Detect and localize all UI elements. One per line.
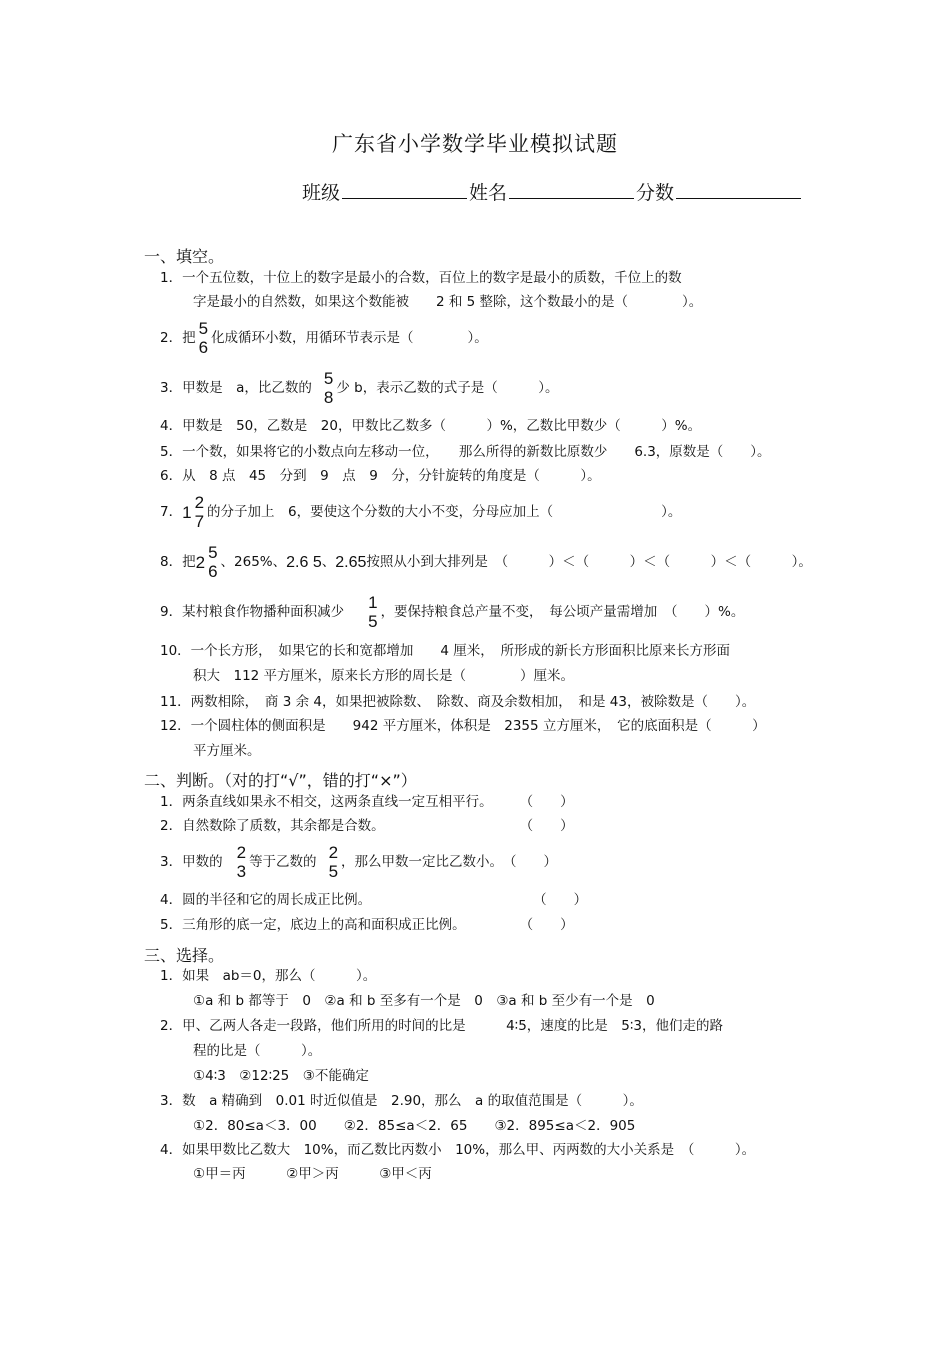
s1-q5-text: 5．一个数，如果将它的小数点向左移动一位， 那么所得的新数比原数少 6.3，原数是（ ）。 [160, 444, 771, 460]
s1-q4-text: 4．甲数是 50，乙数是 20，甲数比乙数多（ ）%，乙数比甲数少（ ）%。 [160, 418, 702, 434]
s3-q2-text-a: 2．甲、乙两人各走一段路，他们所用的时间的比是 4∶5，速度的比是 5∶3，他们走的路 [160, 1018, 723, 1034]
numerator: 2 [194, 493, 205, 512]
numerator: 5 [198, 319, 209, 338]
fraction [324, 370, 333, 407]
s1-q11 [160, 696, 755, 710]
s3-q2-options [193, 1070, 369, 1084]
s3-q1-text-a: 1．如果 ab＝0，那么（ ）。 [160, 968, 377, 984]
denominator: 5 [368, 611, 378, 631]
s1-q7-post: 的分子加上 6，要使这个分数的大小不变，分母应加上（ ）。 [207, 503, 682, 520]
s1-q9-post: ，要保持粮食总产量不变， 每公顷产量需增加 （ ）%。 [380, 603, 745, 620]
s2-q4 [160, 894, 587, 908]
s3-q3-text-b: ①2．80≤a＜3．00 ②2．85≤a＜2．65 ③2．895≤a＜2．905 [193, 1118, 636, 1134]
s1-q4 [160, 420, 701, 434]
s2-q3-mid: 等于乙数的 [249, 853, 317, 870]
s2-q2 [160, 820, 574, 834]
fraction [329, 844, 338, 881]
s1-q9 [160, 594, 744, 631]
s3-q4-text-b: ①甲＝丙 ②甲＞丙 ③甲＜丙 [193, 1166, 432, 1182]
fraction [195, 494, 204, 531]
s2-q1-text: 1．两条直线如果永不相交，这两条直线一定互相平行。 （ ） [160, 794, 574, 810]
s1-q9-pre: 9．某村粮食作物播种面积减少 [160, 603, 345, 620]
s3-q1-line1 [160, 970, 376, 984]
class-blank [342, 180, 467, 199]
section-2-heading: 二、判断。（对的打“√”，错的打“×”） [144, 771, 417, 790]
numerator: 5 [323, 369, 334, 388]
s1-q12-line2 [193, 745, 261, 759]
page-title: 广东省小学数学毕业模拟试题 [332, 132, 618, 156]
score-label: 分数 [636, 182, 675, 204]
s1-q10-line1 [160, 645, 730, 659]
s1-q12-text-b: 平方厘米。 [193, 743, 261, 759]
numerator: 5 [208, 543, 218, 562]
s2-q3 [160, 844, 557, 881]
denominator: 5 [328, 861, 339, 881]
s3-q3-options [193, 1120, 635, 1134]
s1-q7 [160, 494, 681, 531]
numerator: 1 [368, 593, 378, 612]
s2-q3-post: ，那么甲数一定比乙数小。 （ ） [341, 853, 558, 870]
denominator: 6 [208, 561, 218, 581]
s1-q1-line2 [193, 296, 702, 310]
s1-q6-text: 6．从 8 点 45 分到 9 点 9 分，分针旋转的角度是（ ）。 [160, 468, 601, 484]
s1-q12-text-a: 12．一个圆柱体的侧面积是 942 平方厘米，体积是 2355 立方厘米， 它的底面积是（ ） [160, 718, 766, 734]
s2-q4-text: 4．圆的半径和它的周长成正比例。 （ ） [160, 892, 588, 908]
s1-q2-post: 化成循环小数，用循环节表示是（ ）。 [211, 329, 488, 346]
section-1-heading: 一、填空。 [144, 247, 225, 266]
fraction [237, 844, 246, 881]
s2-q2-text: 2．自然数除了质数，其余都是合数。 （ ） [160, 818, 574, 834]
s1-q8-post: 按照从小到大排列是 （ ）＜（ ）＜（ ）＜（ ）。 [366, 553, 812, 570]
numerator: 2 [236, 843, 247, 862]
s1-q1-text-a: 1．一个五位数，十位上的数字是最小的合数，百位上的数字是最小的质数，千位上的数 [160, 270, 682, 286]
mixed-number [182, 494, 207, 531]
denominator: 3 [236, 861, 247, 881]
name-label: 姓名 [469, 182, 508, 204]
student-info-line [302, 178, 803, 205]
s1-q10-text-a: 10．一个长方形， 如果它的长和宽都增加 4 厘米， 所形成的新长方形面积比原来长方形面 [160, 643, 731, 659]
s1-q8-value-2: 2.65 [335, 553, 367, 571]
s3-q2-text-c: ①4∶3 ②12∶25 ③不能确定 [193, 1068, 369, 1084]
s3-q3-text-a: 3．数 a 精确到 0.01 时近似值是 2.90，那么 a 的取值范围是（ ）。 [160, 1093, 643, 1109]
fraction [199, 320, 208, 357]
s1-q8 [160, 544, 812, 581]
s1-q8-pre: 8．把 [160, 553, 196, 570]
mixed-number [196, 544, 221, 581]
s3-q4-options [193, 1168, 432, 1182]
s1-q3 [160, 370, 558, 407]
s1-q3-pre: 3．甲数是 a，比乙数的 [160, 379, 312, 396]
numerator: 2 [328, 843, 339, 862]
s1-q10-line2 [193, 670, 574, 684]
score-blank [676, 180, 801, 199]
s2-q3-pre: 3．甲数的 [160, 853, 223, 870]
s1-q7-pre: 7． [160, 503, 183, 520]
s1-q8-mid: 、265%、 [220, 553, 287, 570]
s1-q3-post: 少 b，表示乙数的式子是（ ）。 [336, 379, 559, 396]
s3-q1-text-b: ①a 和 b 都等于 0 ②a 和 b 至多有一个是 0 ③a 和 b 至少有一个是 0 [193, 993, 655, 1009]
s1-q10-text-b: 积大 112 平方厘米，原来长方形的周长是（ ）厘米。 [193, 668, 575, 684]
s1-q11-text: 11．两数相除， 商 3 余 4，如果把被除数、 除数、商及余数相加， 和是 43，被除数是（ ）。 [160, 694, 756, 710]
s1-q2-pre: 2．把 [160, 329, 196, 346]
s1-q2 [160, 320, 488, 357]
fraction [368, 594, 377, 631]
s2-q5-text: 5．三角形的底一定，底边上的高和面积成正比例。 （ ） [160, 917, 574, 933]
s1-q1-text-b: 字是最小的自然数，如果这个数能被 2 和 5 整除，这个数最小的是（ ）。 [193, 294, 703, 310]
s3-q1-options [193, 995, 655, 1009]
denominator: 8 [323, 387, 334, 407]
name-blank [509, 180, 634, 199]
s1-q8-sep: 、 [321, 553, 336, 570]
denominator: 7 [194, 511, 205, 531]
s3-q2-line1 [160, 1020, 723, 1034]
s3-q2-line2 [193, 1045, 321, 1059]
s1-q5 [160, 446, 771, 460]
s1-q8-value-1: 2.6 5 [286, 553, 322, 571]
s3-q4-line1 [160, 1144, 755, 1158]
whole-part: 2 [195, 553, 206, 573]
s3-q2-text-b: 程的比是（ ）。 [193, 1043, 322, 1059]
fraction [208, 544, 217, 581]
s3-q4-text-a: 4．如果甲数比乙数大 10%，而乙数比丙数小 10%，那么甲、丙两数的大小关系是 （ ）。 [160, 1142, 756, 1158]
s2-q5 [160, 919, 574, 933]
s1-q12-line1 [160, 720, 766, 734]
denominator: 6 [198, 337, 209, 357]
class-label: 班级 [302, 182, 341, 204]
section-3-heading: 三、选择。 [144, 946, 225, 965]
s1-q6 [160, 470, 601, 484]
s3-q3-line1 [160, 1095, 643, 1109]
s1-q1-line1 [160, 272, 682, 286]
s2-q1 [160, 796, 574, 810]
whole-part: 1 [182, 503, 192, 523]
